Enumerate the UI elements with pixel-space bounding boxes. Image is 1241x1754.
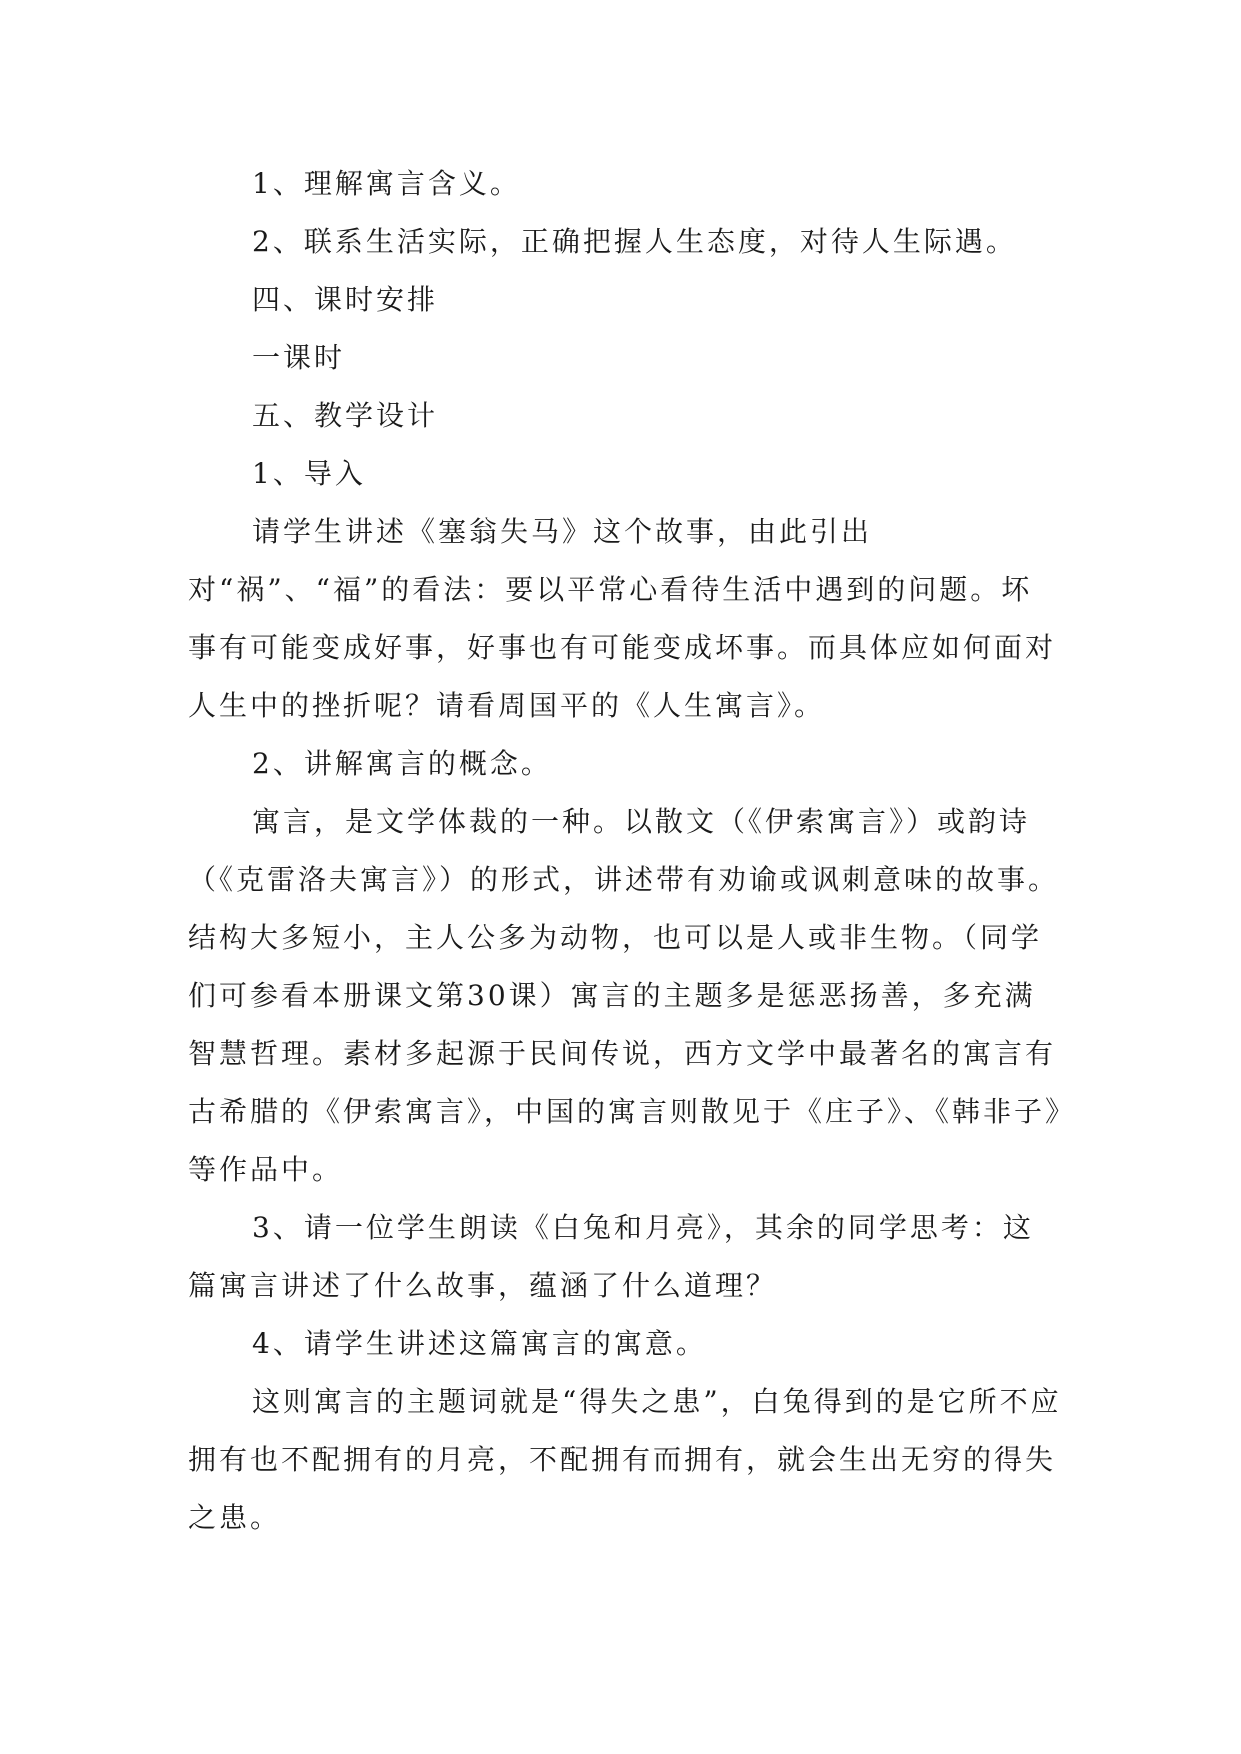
step-1-heading: 1、导入 [252, 457, 366, 490]
schedule-value: 一课时 [252, 341, 346, 374]
objective-1: 1、理解寓言含义。 [252, 167, 521, 200]
step-4-paragraph: 这则寓言的主题词就是“得失之患”，白兔得到的是它所不应拥有也不配拥有的月亮，不配拥有而拥有，就会生出无穷的得失之患。 [188, 1385, 1062, 1534]
step-1-paragraph: 请学生讲述《塞翁失马》这个故事，由此引出对“祸”、“福”的看法：要以平常心看待生活中遇到的问题。坏事有可能变成好事，好事也有可能变成坏事。而具体应如何面对人生中的挫折呢？请看周国平的《人生寓言》。 [188, 515, 1057, 722]
section-heading-schedule: 四、课时安排 [252, 283, 439, 316]
step-3-paragraph: 3、请一位学生朗读《白兔和月亮》，其余的同学思考：这篇寓言讲述了什么故事，蕴涵了什么道理？ [188, 1211, 1034, 1302]
step-2-heading: 2、讲解寓言的概念。 [252, 747, 552, 780]
document-body [188, 155, 1063, 1547]
objective-2: 2、联系生活实际，正确把握人生态度，对待人生际遇。 [252, 225, 1017, 258]
step-2-paragraph: 寓言，是文学体裁的一种。以散文（《伊索寓言》）或韵诗（《克雷洛夫寓言》）的形式，讲述带有劝谕或讽刺意味的故事。结构大多短小，主人公多为动物，也可以是人或非生物。（同学们可参看本册课文第30课）寓言的主题多是惩恶扬善，多充满智慧哲理。素材多起源于民间传说，西方文学中最著名的寓言有古希腊的《伊索寓言》，中国的寓言则散见于《庄子》、《韩非子》等作品中。 [188, 805, 1063, 1186]
section-heading-design: 五、教学设计 [252, 399, 439, 432]
step-4-heading: 4、请学生讲述这篇寓言的寓意。 [252, 1327, 707, 1360]
